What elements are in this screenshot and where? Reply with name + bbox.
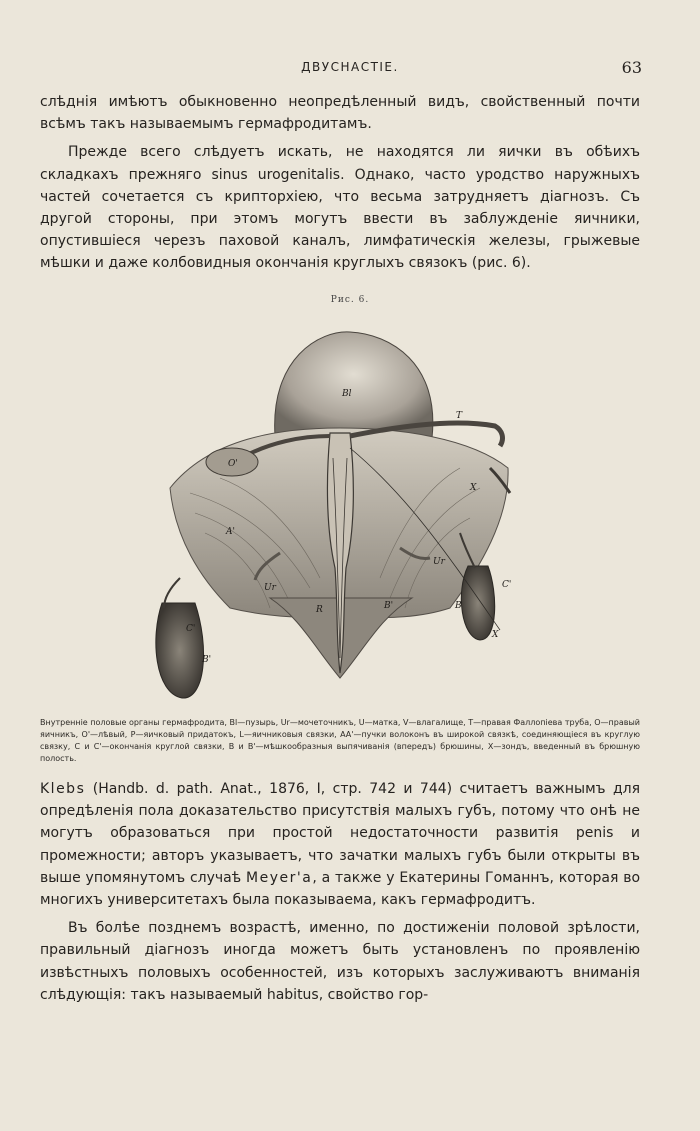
paragraph-klebs — [40, 778, 640, 911]
label-o-prime: O' — [228, 459, 238, 469]
label-b: B — [455, 601, 462, 611]
label-r: R — [316, 605, 323, 615]
paragraph-continuation: слѣднія имѣютъ обыкновенно неопредѣленный видъ, свойственный почти всѣмъ такъ называемымъ гермафродитамъ. — [40, 94, 640, 133]
paragraph-later-age: Въ болѣе позднемъ возрастѣ, именно, по достиженіи половой зрѣлости, правильный діагнозъ иногда можетъ быть установленъ по проявленію извѣстныхъ половыхъ особенностей, изъ которыхъ заслуживаютъ вниманія слѣдующія: такъ называемый habitus, свойство гор- — [40, 920, 640, 1003]
page-number: 63 — [621, 58, 642, 77]
anatomical-illustration — [150, 318, 530, 710]
label-t: T — [456, 411, 463, 421]
label-x-upper: X — [470, 483, 477, 493]
label-b-prime-mid: B' — [384, 601, 394, 611]
label-ur-left: Ur — [264, 583, 276, 593]
klebs-text: (Handb. d. path. Anat., 1876, I, стр. 742 и 744) считаетъ важнымъ для опредѣленія пола доказательство присутствія малыхъ губъ, потому что онѣ не могутъ образоваться при простой недостаточности развитія penis и промежности; авторъ указываетъ, что зачатки малыхъ губъ были открыты въ выше упомянутомъ случаѣ — [40, 781, 640, 886]
label-ur-right: Ur — [433, 557, 445, 567]
label-b-prime: B' — [202, 655, 212, 665]
label-x-lower: X — [492, 630, 499, 640]
paragraph-search-testes: Прежде всего слѣдуетъ искать, не находятся ли яички въ обѣихъ складкахъ прежняго sinus urogenitalis. Однако, часто уродство наружныхъ частей сочетается съ крипторхіею, что весьма затрудняетъ діагнозъ. Съ другой стороны, при этомъ могутъ ввести въ заблужденіе яичники, опустившіеся черезъ паховой каналъ, лимфатическія железы, грыжевые мѣшки и даже колбовидныя окончанія круглыхъ связокъ (рис. 6). — [40, 144, 640, 272]
page-header — [40, 58, 660, 80]
running-head: ДВУСНАСТІЕ. — [301, 60, 399, 74]
hermaphrodite-organs-drawing — [150, 318, 530, 710]
label-a-prime: A' — [226, 527, 235, 537]
label-c-prime-left: C' — [186, 624, 196, 634]
figure-label: Рис. 6. — [330, 295, 370, 305]
label-bl: Bl — [342, 389, 352, 399]
figure-caption: Внутреннiе половые органы гермафродита, Bl—пузырь, Ur—мочеточникъ, U—матка, V—влагалище, T—правая Фаллопiева труба, O—правый яичникъ, O'—лѣвый, P—яичковый придатокъ, L—яичниковыя связки, AA'—пучки волоконъ въ широкой связкѣ, соединяющiеся въ круглую связку, C и C'—окончанiя круглой связки, B и B'—мѣшкообразныя выпячиванiя (впередъ) брюшины, X—зондъ, введенный въ брюшную полость. — [40, 718, 640, 763]
author-klebs: Klebs — [40, 781, 86, 797]
klebs-text-end: , а также у Екатерины Гоманнъ, которая во многихъ университетахъ была показываема, какъ гермафродитъ. — [40, 869, 641, 909]
bottom-text-block — [40, 778, 640, 1012]
top-text-block — [40, 91, 640, 281]
label-c-prime-right: C' — [502, 580, 512, 590]
author-meyer: Meyer'a — [246, 869, 313, 886]
